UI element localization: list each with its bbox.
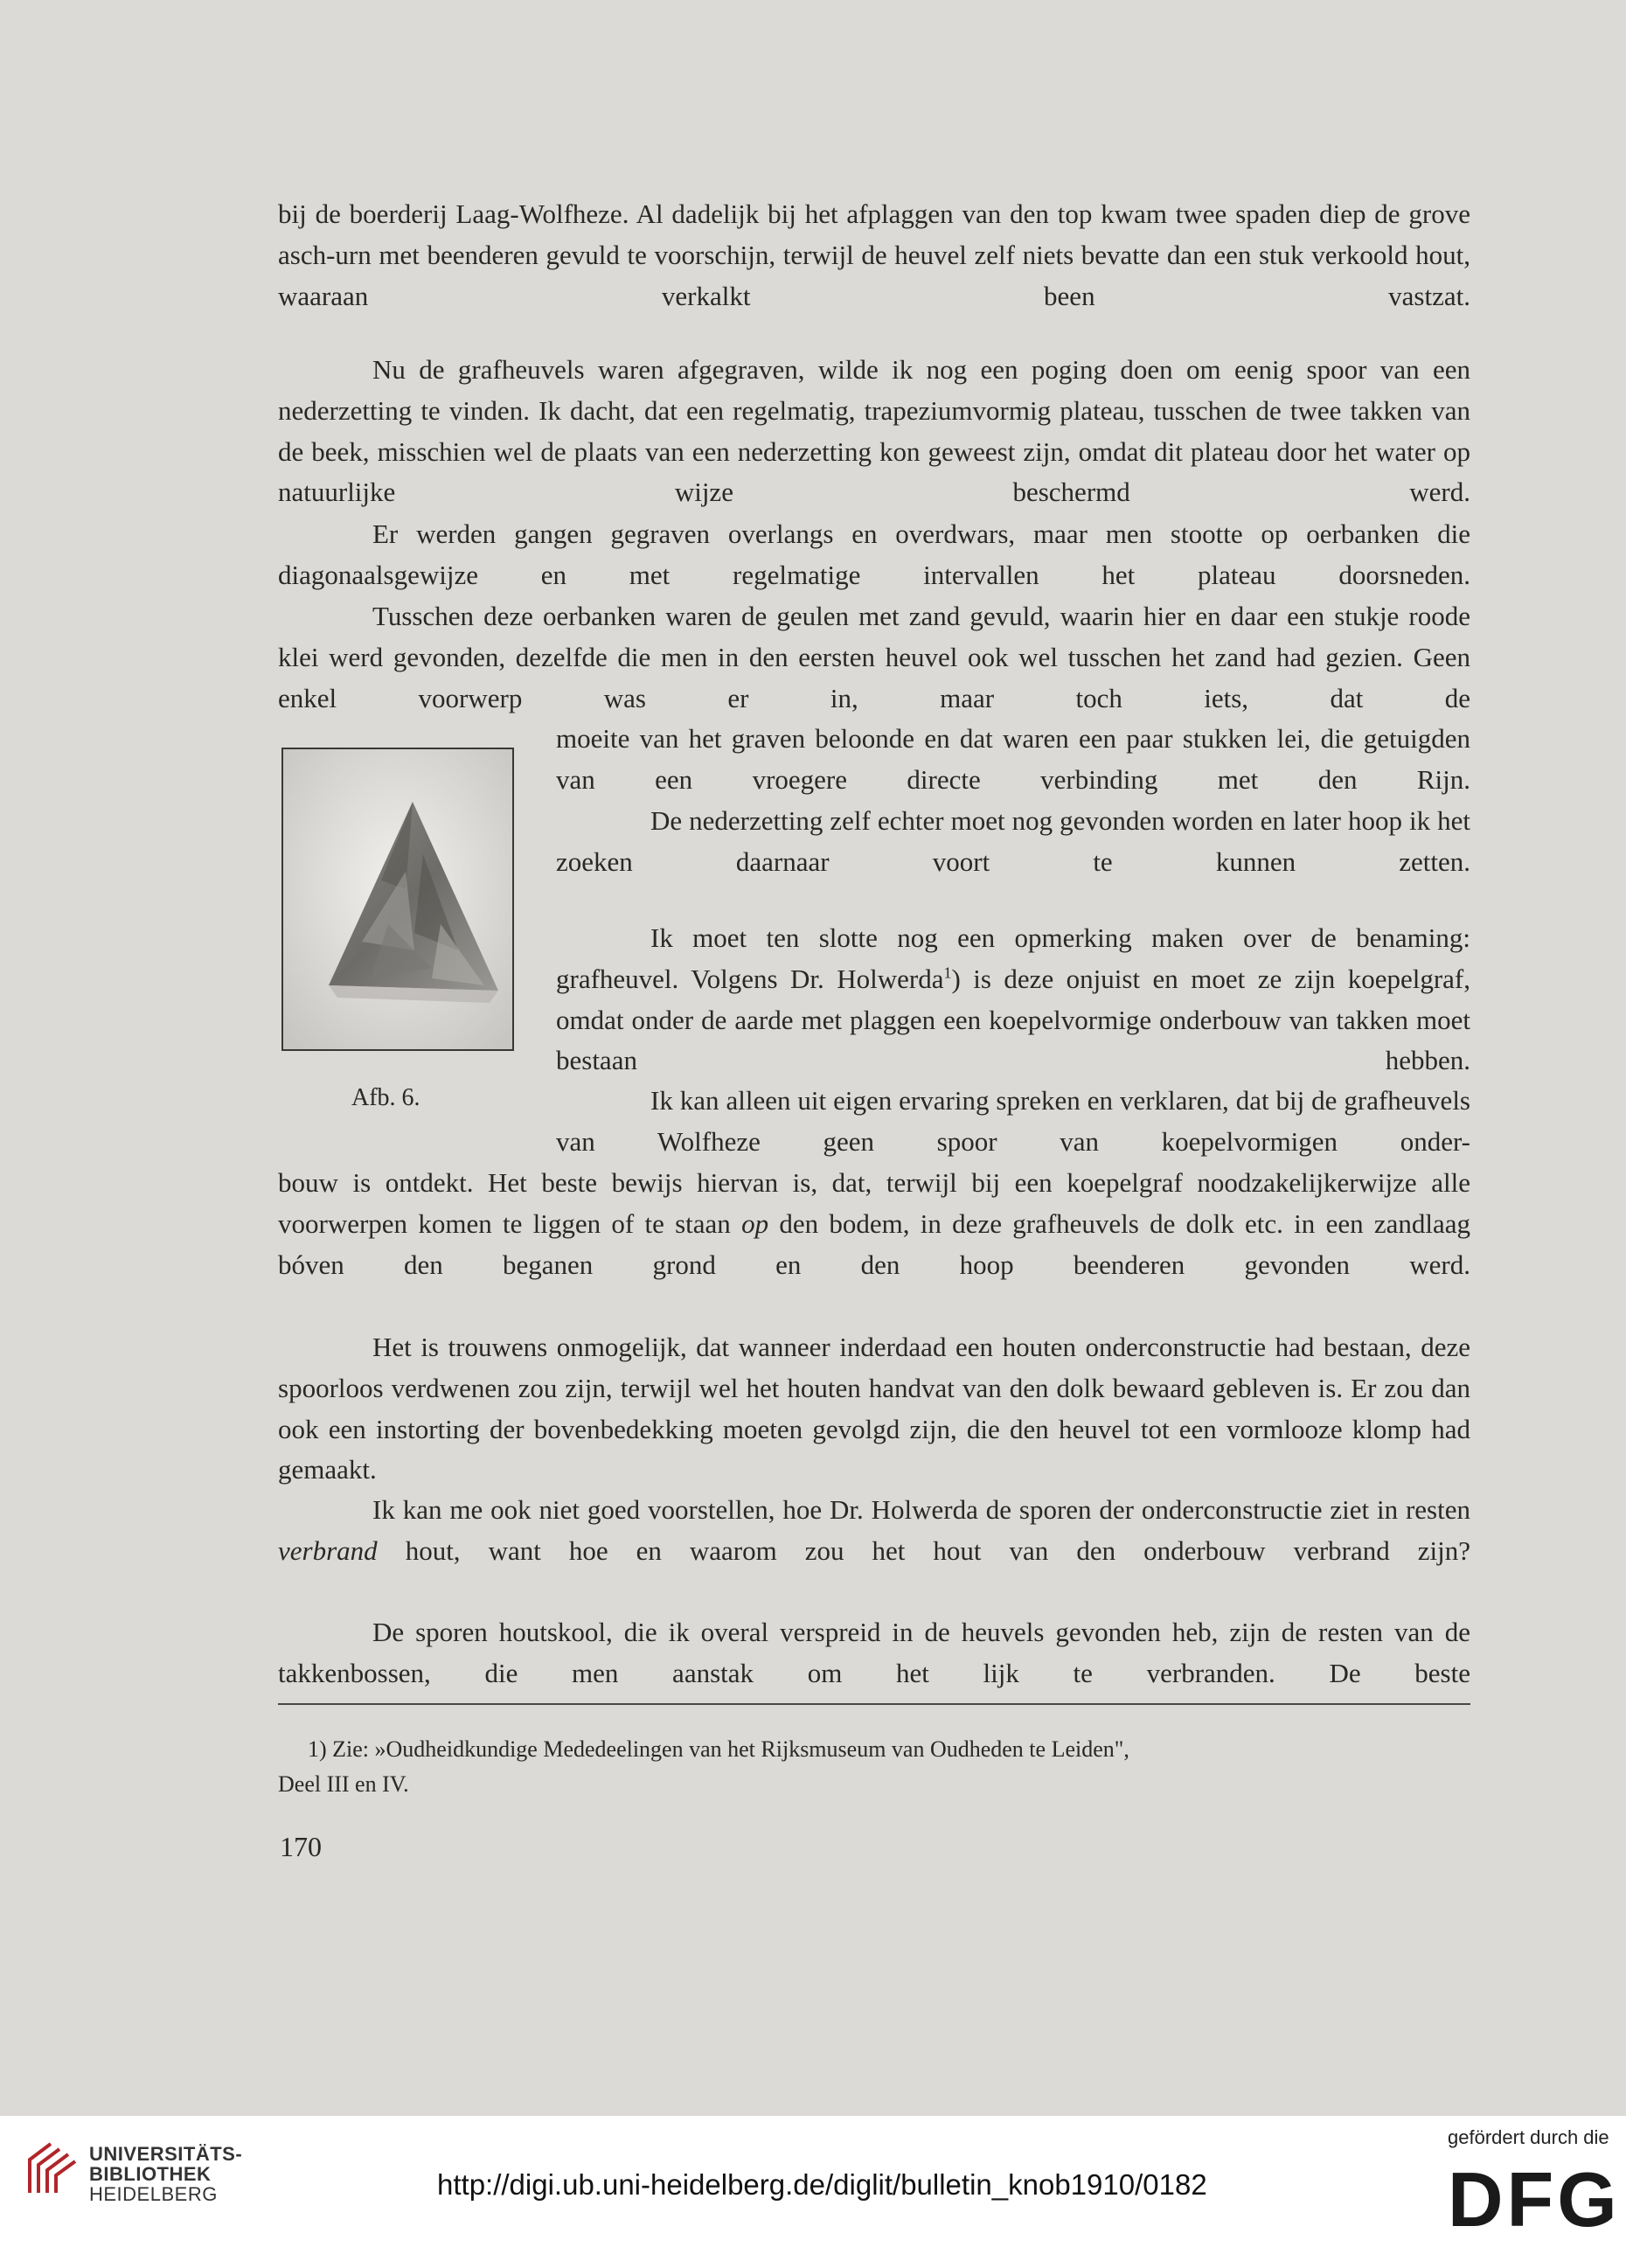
library-logo-icon[interactable] — [24, 2137, 80, 2202]
dfg-logo[interactable]: DFG — [1448, 2156, 1621, 2243]
library-name[interactable] — [89, 2144, 242, 2204]
footnote-line-2: Deel III en IV. — [278, 1771, 409, 1797]
source-url-link[interactable]: http://digi.ub.uni-heidelberg.de/diglit/bulletin_knob1910/0182 — [437, 2168, 1207, 2201]
paragraph-9-italic: verbrand — [278, 1534, 378, 1566]
paragraph-5: De nederzetting zelf echter moet nog gevonden worden en later hoop ik het zoeken daarnaar voort te kunnen zetten. — [556, 805, 1470, 877]
footnote-marker: 1 — [943, 964, 952, 982]
paragraph-7-text-a: bouw is ontdekt. Het beste bewijs hiervan is, dat, terwijl bij een koepelgraf noodzakelijkerwijze alle voorwerpen komen te liggen of te staan — [278, 1167, 1470, 1239]
funded-by-label: gefördert durch die — [1448, 2126, 1609, 2148]
paragraph-6-text-b: ) is deze onjuist en moet ze zijn koepelgraf, omdat onder de aarde met plaggen een koepelvormige onderbouw van takken moet bestaan hebben. — [556, 963, 1470, 1076]
paragraph-4: Tusschen deze oerbanken waren de geulen met zand gevuld, waarin hier en daar een stukje roode klei werd gevonden, dezelfde die men in den eersten heuvel ook wel tusschen het zand had gezien. Geen enkel voorwerp was er in, maar toch iets, dat de — [278, 601, 1470, 713]
paragraph-7-italic: op — [741, 1207, 769, 1239]
paragraph-7: Ik kan alleen uit eigen ervaring spreken en verklaren, dat bij de grafheuvels van Wolfheze geen spoor van koepelvormigen onder- — [556, 1085, 1470, 1157]
paragraph-4-continued: moeite van het graven beloonde en dat waren een paar stukken lei, die getuigden van een vroegere directe verbinding met den Rijn. — [556, 723, 1470, 795]
library-name-line-1: UNIVERSITÄTS- — [89, 2143, 243, 2165]
figure-caption: Afb. 6. — [351, 1084, 420, 1111]
paragraph-9-text-b: hout, want hoe en waarom zou het hout van den onderbouw verbrand zijn? — [405, 1534, 1471, 1566]
library-name-line-3: HEIDELBERG — [89, 2183, 218, 2205]
paragraph-8: Het is trouwens onmogelijk, dat wanneer inderdaad een houten onderconstructie had bestaan, deze spoorloos verdwenen zou zijn, terwijl wel het houten handvat van den dolk bewaard gebleven is. Er zou dan ook een instorting der bovenbedekking moeten gevolgd zijn, die den heuvel tot een vormlooze klomp had gemaakt. — [278, 1332, 1470, 1485]
flint-arrowhead-image — [283, 749, 512, 1049]
paragraph-9-text-a: Ik kan me ook niet goed voorstellen, hoe Dr. Holwerda de sporen der onderconstructie ziet in resten — [372, 1494, 1470, 1525]
paragraph-2: Nu de grafheuvels waren afgegraven, wilde ik nog een poging doen om eenig spoor van een nederzetting te vinden. Ik dacht, dat een regelmatig, trapeziumvormig plateau, tusschen de twee takken van de beek, misschien wel de plaats van een nederzetting kon geweest zijn, omdat dit plateau door het water op natuurlijke wijze beschermd werd. — [278, 354, 1470, 508]
footnote-line-1: 1) Zie: »Oudheidkundige Mededeelingen van het Rijksmuseum van Oudheden te Leiden", — [308, 1736, 1129, 1762]
paragraph-9 — [278, 1490, 1470, 1572]
paragraph-7-continued — [278, 1163, 1470, 1285]
paragraph-1: bij de boerderij Laag-Wolfheze. Al dadelijk bij het afplaggen van den top kwam twee spaden diep de grove asch-urn met beenderen gevuld te voorschijn, terwijl de heuvel zelf niets bevatte dan een stuk verkoold hout, waaraan verkalkt been vastzat. — [278, 198, 1470, 311]
paragraph-7-text-b: den bodem, in deze grafheuvels de dolk etc. in een zandlaag bóven den beganen grond en den hoop beenderen gevonden werd. — [278, 1207, 1471, 1280]
page-number: 170 — [280, 1831, 322, 1862]
library-name-line-2: BIBLIOTHEK — [89, 2163, 212, 2185]
paragraph-10: De sporen houtskool, die ik overal verspreid in de heuvels gevonden heb, zijn de resten van de takkenbossen, die men aanstak om het lijk te verbranden. De beste — [278, 1617, 1470, 1688]
footnote-divider — [278, 1703, 1470, 1705]
paragraph-3: Er werden gangen gegraven overlangs en overdwars, maar men stootte op oerbanken die diagonaalsgewijze en met regelmatige intervallen het plateau doorsneden. — [278, 518, 1470, 590]
paragraph-6 — [556, 918, 1470, 1082]
paragraph-6-text-a: Ik moet ten slotte nog een opmerking maken over de benaming: grafheuvel. Volgens Dr. Holwerda — [556, 922, 1470, 994]
figure-photo — [281, 748, 514, 1051]
